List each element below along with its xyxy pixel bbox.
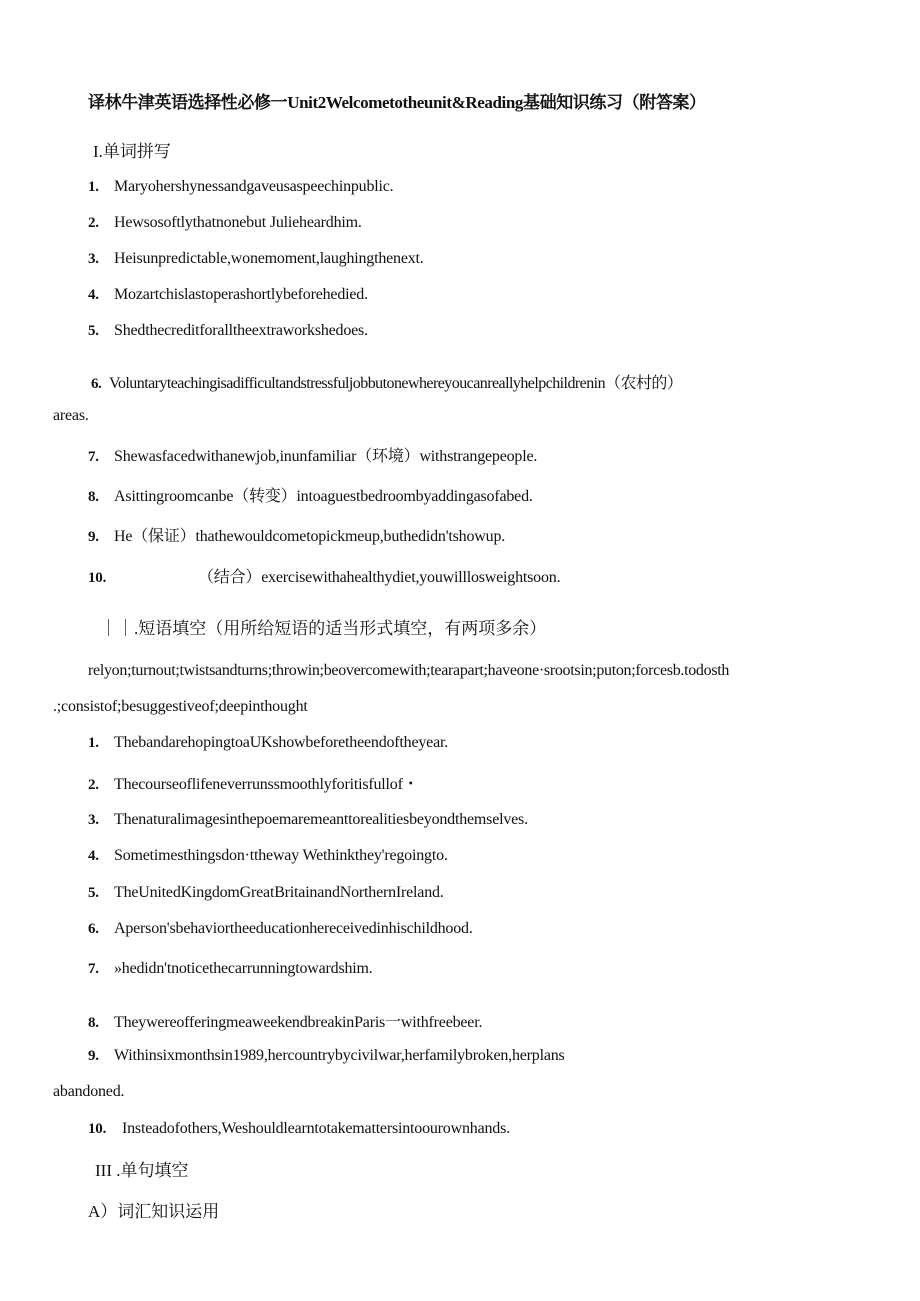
list-item [88, 960, 373, 978]
item-text: Aperson'sbehaviortheeducationhereceivedinhischildhood. [114, 920, 473, 937]
item-text: Hewsosoftlythatnonebut Julieheardhim. [114, 214, 362, 231]
list-item [88, 250, 424, 268]
list-item [88, 443, 537, 466]
item-text: Sometimesthingsdon·ttheway Wethinkthey'regoingto. [114, 847, 448, 864]
item-number: 8. [88, 1015, 99, 1031]
list-item [88, 483, 533, 506]
item-text: Thenaturalimagesinthepoemaremeanttorealitiesbeyondthemselves. [114, 811, 528, 828]
list-item [91, 370, 682, 393]
item-text: （结合）exercisewithahealthydiet,youwilllosweightsoon. [198, 569, 561, 586]
item-number: 5. [88, 885, 99, 901]
item-text: »hedidn'tnoticethecarrunningtowardshim. [114, 960, 373, 977]
item-number: 4. [88, 848, 99, 864]
list-item [88, 811, 528, 829]
item-number: 3. [88, 812, 99, 828]
item-number: 8. [88, 489, 99, 505]
item-number: 1. [88, 179, 99, 195]
list-item [88, 1009, 482, 1032]
item-text: Withinsixmonthsin1989,hercountrybycivilwar,herfamilybroken,herplans [114, 1047, 565, 1064]
item-number: 10. [88, 1121, 107, 1137]
list-item [88, 564, 560, 587]
item-text: Shedthecreditforalltheextraworkshedoes. [114, 322, 368, 339]
list-item [88, 322, 368, 340]
item-number: 4. [88, 287, 99, 303]
list-item [88, 214, 362, 232]
item-number: 2. [88, 215, 99, 231]
phrase-list-continuation: .;consistof;besuggestiveof;deepinthought [53, 698, 308, 715]
item-text: Asittingroomcanbe（转变）intoaguestbedroombyaddingasofabed. [114, 488, 533, 505]
section-heading-phrases: ｜｜.短语填空（用所给短语的适当形式填空，有两项多余） [100, 619, 547, 638]
item-text: TheUnitedKingdomGreatBritainandNorthernIreland. [114, 884, 444, 901]
item-text: ThebandarehopingtoaUKshowbeforetheendoftheyear. [114, 734, 449, 751]
section-heading-spelling: I.单词拼写 [93, 142, 171, 161]
item-number: 5. [88, 323, 99, 339]
list-item [88, 1047, 565, 1065]
item-number: 7. [88, 449, 99, 465]
item-text: He（保证）thathewouldcometopickmeup,buthedidn'tshowup. [114, 528, 506, 545]
list-item [88, 178, 393, 196]
item-number: 2. [88, 777, 99, 793]
list-item [88, 523, 505, 546]
item-text: Heisunpredictable,wonemoment,laughingthenext. [114, 250, 424, 267]
item-number: 9. [88, 529, 99, 545]
item-number: 3. [88, 251, 99, 267]
item-text: TheywereofferingmeaweekendbreakinParis一withfreebeer. [114, 1014, 483, 1031]
phrase-list: relyon;turnout;twistsandturns;throwin;beovercomewith;tearapart;haveone·srootsin;puton;forcesb.todosth [88, 662, 730, 679]
item-text: Maryohershynessandgaveusaspeechinpublic. [114, 178, 394, 195]
item-text: Voluntaryteachingisadifficultandstressfuljobbutonewhereyoucanreallyhelpchildrenin（农村的） [109, 375, 683, 392]
item-number: 6. [91, 376, 102, 392]
item-number: 6. [88, 921, 99, 937]
item-number: 7. [88, 961, 99, 977]
page-title: 译林牛津英语选择性必修一Unit2Welcometotheunit&Reading基础知识练习（附答案） [88, 93, 706, 112]
list-item [88, 920, 473, 938]
list-item [88, 1120, 510, 1138]
list-item [88, 771, 419, 794]
item-number: 1. [88, 735, 99, 751]
list-item [88, 847, 448, 865]
item-text: Mozartchislastoperashortlybeforehedied. [114, 286, 368, 303]
list-item [88, 734, 448, 752]
item-number: 9. [88, 1048, 99, 1064]
item-number: 10. [88, 570, 107, 586]
item-text: Shewasfacedwithanewjob,inunfamiliar（环境）withstrangepeople. [114, 448, 538, 465]
item-text: Insteadofothers,Weshouldlearntotakemattersintoourownhands. [122, 1120, 510, 1137]
item-continuation: areas. [53, 407, 89, 424]
list-item [88, 286, 368, 304]
section-heading-sentences: III .单句填空 [95, 1161, 189, 1180]
subsection-heading: A）词汇知识运用 [88, 1202, 220, 1221]
item-continuation: abandoned. [53, 1083, 125, 1100]
item-text: Thecourseoflifeneverrunssmoothlyforitisfullof・ [114, 776, 419, 793]
list-item [88, 884, 444, 902]
